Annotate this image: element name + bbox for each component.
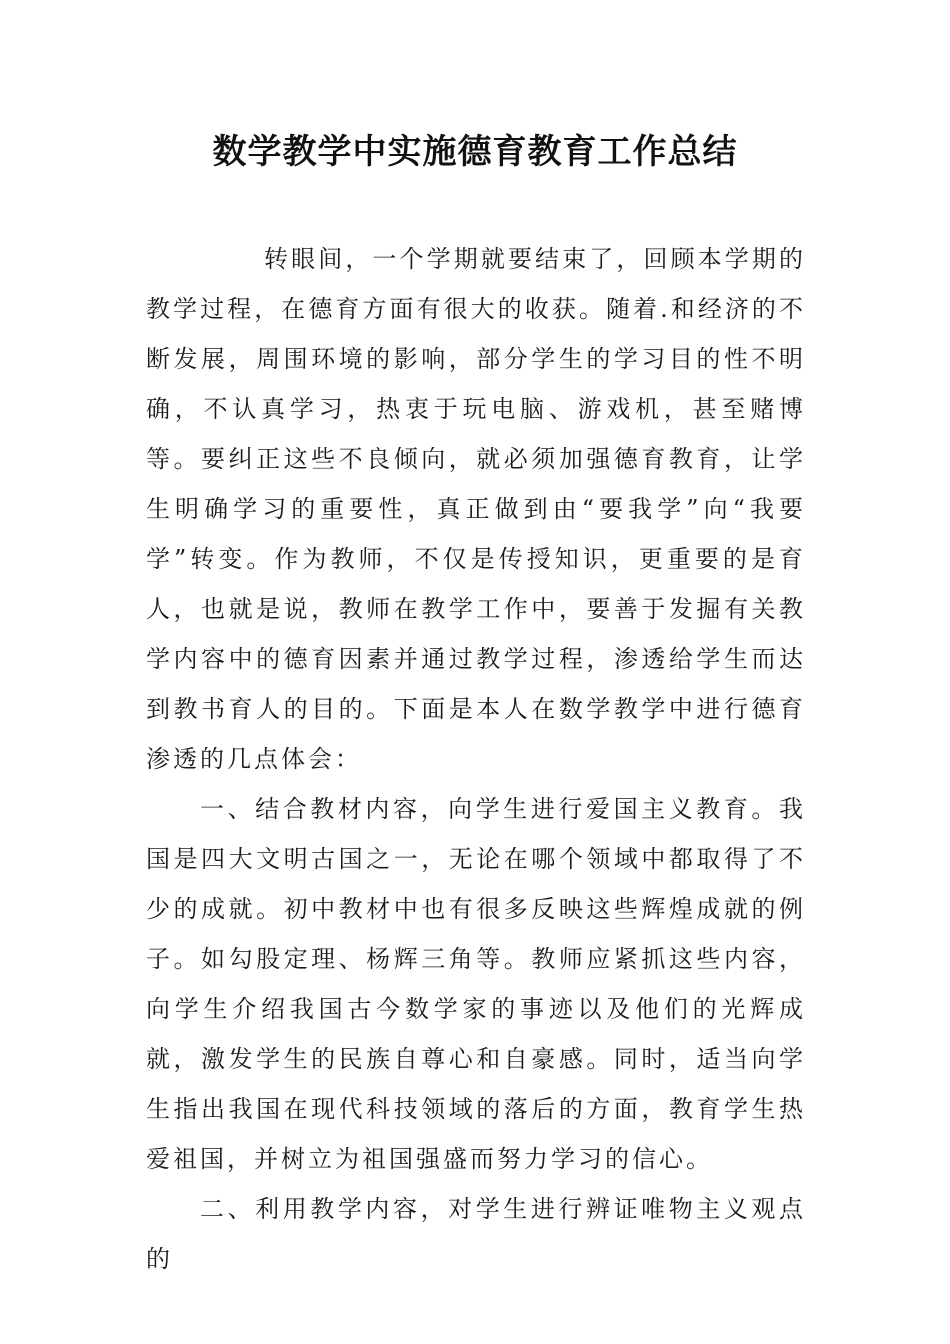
paragraph-intro: 转眼间，一个学期就要结束了，回顾本学期的教学过程，在德育方面有很大的收获。随着.和经济的不断发展，周围环境的影响，部分学生的学习目的性不明确，不认真学习，热衷于玩电脑、游戏机，甚至赌博等。要纠正这些不良倾向，就必须加强德育教育，让学生明确学习的重要性，真正做到由“要我学”向“我要学”转变。作为教师，不仅是传授知识，更重要的是育人，也就是说，教师在教学工作中，要善于发掘有关教学内容中的德育因素并通过教学过程，渗透给学生而达到教书育人的目的。下面是本人在数学教学中进行德育渗透的几点体会： <box>146 245 806 773</box>
paragraph-dialectics: 二、利用教学内容，对学生进行辨证唯物主义观点的 <box>146 1195 806 1273</box>
document-body <box>146 234 806 1284</box>
document-title: 数学教学中实施德育教育工作总结 <box>212 132 738 172</box>
paragraph-patriotism: 一、结合教材内容，向学生进行爱国主义教育。我国是四大文明古国之一，无论在哪个领域中都取得了不少的成就。初中教材中也有很多反映这些辉煌成就的例子。如勾股定理、杨辉三角等。教师应紧抓这些内容，向学生介绍我国古今数学家的事迹以及他们的光辉成就，激发学生的民族自尊心和自豪感。同时，适当向学生指出我国在现代科技领域的落后的方面，教育学生热爱祖国，并树立为祖国强盛而努力学习的信心。 <box>146 795 806 1173</box>
